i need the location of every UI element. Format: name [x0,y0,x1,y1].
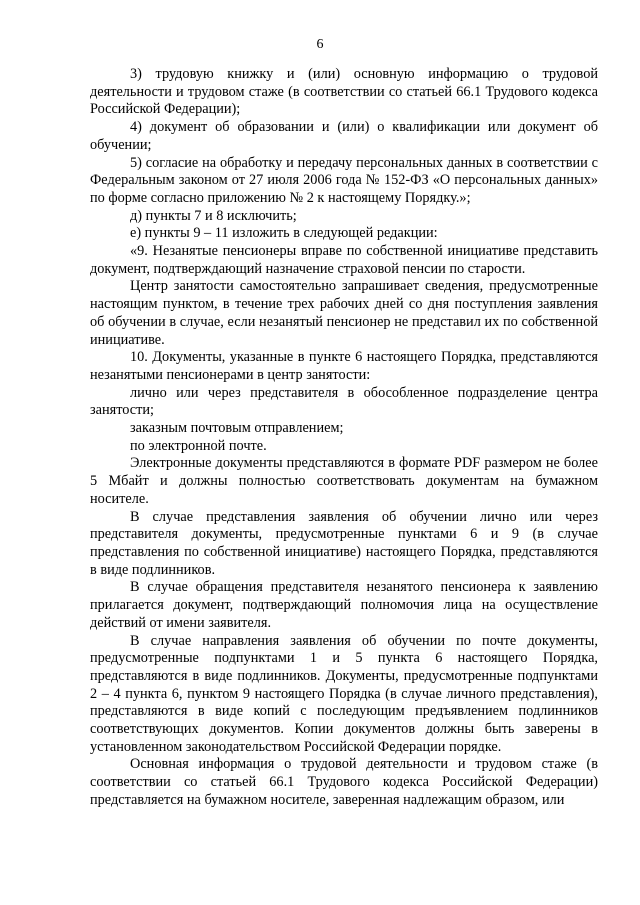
paragraph-item-5: 5) согласие на обработку и передачу персональных данных в соответствии с Федеральным законом от 27 июля 2006 года № 152-ФЗ «О персональных данных» по форме согласно приложению № 2 к настоящему Порядку.»; [90,154,598,206]
paragraph-item-4: 4) документ об образовании и (или) о квалификации или документ об обучении; [90,119,598,153]
paragraph-method-mail: заказным почтовым отправлением; [130,420,344,437]
paragraph-subpoint-e: е) пункты 9 – 11 изложить в следующей редакции: [130,225,438,242]
paragraph-subpoint-d: д) пункты 7 и 8 исключить; [130,207,297,224]
paragraph-work-info: Основная информация о трудовой деятельности и трудовом стаже (в соответствии со статьей 66.1 Трудового кодекса Российской Федерации) представляется на бумажном носителе, заверенная надлежащим образом, или [90,756,598,808]
page-number: 6 [316,37,324,52]
paragraph-point-9: «9. Незанятые пенсионеры вправе по собственной инициативе представить документ, подтверждающий назначение страховой пенсии по старости. [90,243,598,277]
document-body [90,66,598,810]
paragraph-method-email: по электронной почте. [130,437,267,454]
paragraph-in-person-originals: В случае представления заявления об обучении лично или через представителя документы, предусмотренные пунктами 6 и 9 (в случае представления по собственной инициативе) настоящего Порядка, представляются в виде подлинников. [90,508,598,578]
paragraph-point-10: 10. Документы, указанные в пункте 6 настоящего Порядка, представляются незанятыми пенсионерами в центр занятости: [90,349,598,383]
paragraph-by-post: В случае направления заявления об обучении по почте документы, предусмотренные подпунктами 1 и 5 пункта 6 настоящего Порядка, представляются в виде подлинников. Документы, предусмотренные подпунктами 2 – 4 пункта 6, пунктом 9 настоящего Порядка (в случае личного представления), представляются в виде копий с последующим предъявлением подлинников соответствующих документов. Копии документов должны быть заверены в установленном законодательством Российской Федерации порядке. [90,632,598,755]
paragraph-item-3: 3) трудовую книжку и (или) основную информацию о трудовой деятельности и трудовом стаже (в соответствии со статьей 66.1 Трудового кодекса Российской Федерации); [90,66,598,118]
paragraph-representative: В случае обращения представителя незанятого пенсионера к заявлению прилагается документ, подтверждающий полномочия лица на осуществление действий от имени заявителя. [90,579,598,631]
paragraph-electronic-docs: Электронные документы представляются в формате PDF размером не более 5 Мбайт и должны полностью соответствовать документам на бумажном носителе. [90,455,598,507]
paragraph-method-in-person: лично или через представителя в обособленное подразделение центра занятости; [90,384,598,419]
paragraph-point-9-continued: Центр занятости самостоятельно запрашивает сведения, предусмотренные настоящим пунктом, в течение трех рабочих дней со дня поступления заявления об обучении в случае, если незанятый пенсионер не представил их по собственной инициативе. [90,278,598,348]
